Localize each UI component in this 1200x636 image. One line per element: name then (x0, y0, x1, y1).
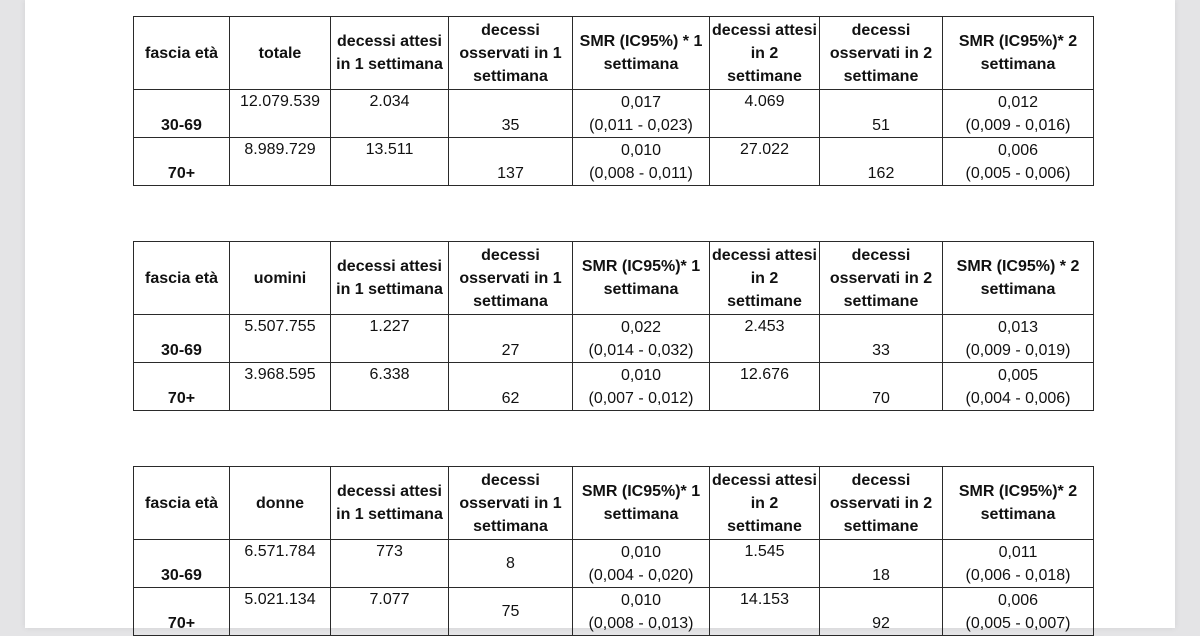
cell-population: 8.989.729 (230, 138, 331, 186)
cell-age-group: 70+ (134, 363, 230, 411)
smr-ci: (0,006 - 0,018) (965, 566, 1071, 584)
header-population: totale (230, 17, 331, 90)
header-population: donne (230, 467, 331, 540)
header-observed-1w: decessi osservati in 1 settimana (449, 242, 573, 315)
table-row (134, 315, 1094, 363)
cell-observed-1w: 27 (449, 315, 573, 363)
header-smr-1w: SMR (IC95%)* 1 settimana (573, 242, 710, 315)
cell-smr-1w (573, 90, 710, 138)
table-row (134, 90, 1094, 138)
smr-value: 0,005 (997, 366, 1039, 384)
cell-expected-2w: 27.022 (710, 138, 820, 186)
header-observed-2w: decessi osservati in 2 settimane (820, 17, 943, 90)
cell-expected-1w: 773 (331, 540, 449, 588)
cell-observed-1w: 137 (449, 138, 573, 186)
cell-expected-1w: 2.034 (331, 90, 449, 138)
cell-smr-1w (573, 363, 710, 411)
cell-age-group: 70+ (134, 588, 230, 636)
header-smr-2w: SMR (IC95%) * 2 settimana (943, 242, 1094, 315)
smr-ci: (0,009 - 0,016) (965, 116, 1071, 134)
header-population: uomini (230, 242, 331, 315)
table-header-row (134, 467, 1094, 540)
smr-ci: (0,009 - 0,019) (965, 341, 1071, 359)
smr-value: 0,010 (620, 141, 662, 159)
cell-age-group: 30-69 (134, 540, 230, 588)
table-row (134, 138, 1094, 186)
table-totale (133, 16, 1094, 186)
table-row (134, 363, 1094, 411)
table-uomini (133, 241, 1094, 411)
cell-smr-1w (573, 138, 710, 186)
smr-ci: (0,014 - 0,032) (588, 341, 694, 359)
header-expected-1w: decessi attesi in 1 settimana (331, 17, 449, 90)
cell-expected-1w: 13.511 (331, 138, 449, 186)
cell-age-group: 30-69 (134, 315, 230, 363)
header-smr-2w: SMR (IC95%)* 2 settimana (943, 467, 1094, 540)
smr-value: 0,006 (997, 141, 1039, 159)
header-expected-2w: decessi attesi in 2 settimane (710, 242, 820, 315)
table-header-row (134, 242, 1094, 315)
smr-ci: (0,008 - 0,011) (589, 164, 693, 182)
cell-observed-1w: 62 (449, 363, 573, 411)
cell-smr-2w (943, 315, 1094, 363)
smr-ci: (0,005 - 0,007) (965, 614, 1071, 632)
cell-population: 6.571.784 (230, 540, 331, 588)
smr-ci: (0,007 - 0,012) (588, 389, 694, 407)
header-expected-2w: decessi attesi in 2 settimane (710, 467, 820, 540)
header-observed-1w: decessi osservati in 1 settimana (449, 467, 573, 540)
table-row (134, 540, 1094, 588)
cell-smr-2w (943, 90, 1094, 138)
cell-expected-2w: 2.453 (710, 315, 820, 363)
smr-value: 0,012 (997, 93, 1039, 111)
table-donne (133, 466, 1094, 636)
cell-observed-1w: 75 (449, 588, 573, 636)
cell-observed-2w: 18 (820, 540, 943, 588)
header-age-group: fascia età (134, 242, 230, 315)
header-observed-2w: decessi osservati in 2 settimane (820, 467, 943, 540)
cell-smr-1w (573, 315, 710, 363)
cell-smr-1w (573, 540, 710, 588)
cell-smr-2w (943, 138, 1094, 186)
cell-expected-2w: 12.676 (710, 363, 820, 411)
header-smr-1w: SMR (IC95%) * 1 settimana (573, 17, 710, 90)
cell-smr-2w (943, 540, 1094, 588)
smr-ci: (0,011 - 0,023) (589, 116, 693, 134)
smr-value: 0,017 (620, 93, 662, 111)
cell-population: 3.968.595 (230, 363, 331, 411)
cell-observed-2w: 162 (820, 138, 943, 186)
cell-expected-1w: 7.077 (331, 588, 449, 636)
smr-value: 0,010 (620, 591, 662, 609)
smr-ci: (0,004 - 0,020) (588, 566, 694, 584)
cell-smr-2w (943, 588, 1094, 636)
cell-observed-2w: 92 (820, 588, 943, 636)
smr-value: 0,010 (620, 543, 662, 561)
cell-age-group: 30-69 (134, 90, 230, 138)
cell-observed-2w: 70 (820, 363, 943, 411)
smr-value: 0,013 (997, 318, 1039, 336)
cell-observed-1w: 35 (449, 90, 573, 138)
cell-age-group: 70+ (134, 138, 230, 186)
header-smr-2w: SMR (IC95%)* 2 settimana (943, 17, 1094, 90)
header-expected-1w: decessi attesi in 1 settimana (331, 242, 449, 315)
cell-population: 5.021.134 (230, 588, 331, 636)
header-age-group: fascia età (134, 17, 230, 90)
cell-population: 12.079.539 (230, 90, 331, 138)
cell-smr-1w (573, 588, 710, 636)
header-smr-1w: SMR (IC95%)* 1 settimana (573, 467, 710, 540)
cell-smr-2w (943, 363, 1094, 411)
header-age-group: fascia età (134, 467, 230, 540)
cell-population: 5.507.755 (230, 315, 331, 363)
cell-expected-2w: 1.545 (710, 540, 820, 588)
cell-expected-1w: 1.227 (331, 315, 449, 363)
cell-observed-2w: 51 (820, 90, 943, 138)
table-row (134, 588, 1094, 636)
smr-ci: (0,008 - 0,013) (588, 614, 694, 632)
cell-observed-2w: 33 (820, 315, 943, 363)
smr-value: 0,011 (998, 543, 1038, 561)
header-expected-2w: decessi attesi in 2 settimane (710, 17, 820, 90)
table-header-row (134, 17, 1094, 90)
smr-ci: (0,004 - 0,006) (965, 389, 1071, 407)
cell-expected-2w: 14.153 (710, 588, 820, 636)
cell-expected-1w: 6.338 (331, 363, 449, 411)
smr-value: 0,022 (620, 318, 662, 336)
header-observed-1w: decessi osservati in 1 settimana (449, 17, 573, 90)
document-page (25, 0, 1175, 632)
cell-expected-2w: 4.069 (710, 90, 820, 138)
smr-ci: (0,005 - 0,006) (965, 164, 1071, 182)
header-observed-2w: decessi osservati in 2 settimane (820, 242, 943, 315)
smr-value: 0,006 (997, 591, 1039, 609)
header-expected-1w: decessi attesi in 1 settimana (331, 467, 449, 540)
smr-value: 0,010 (620, 366, 662, 384)
cell-observed-1w: 8 (449, 540, 573, 588)
